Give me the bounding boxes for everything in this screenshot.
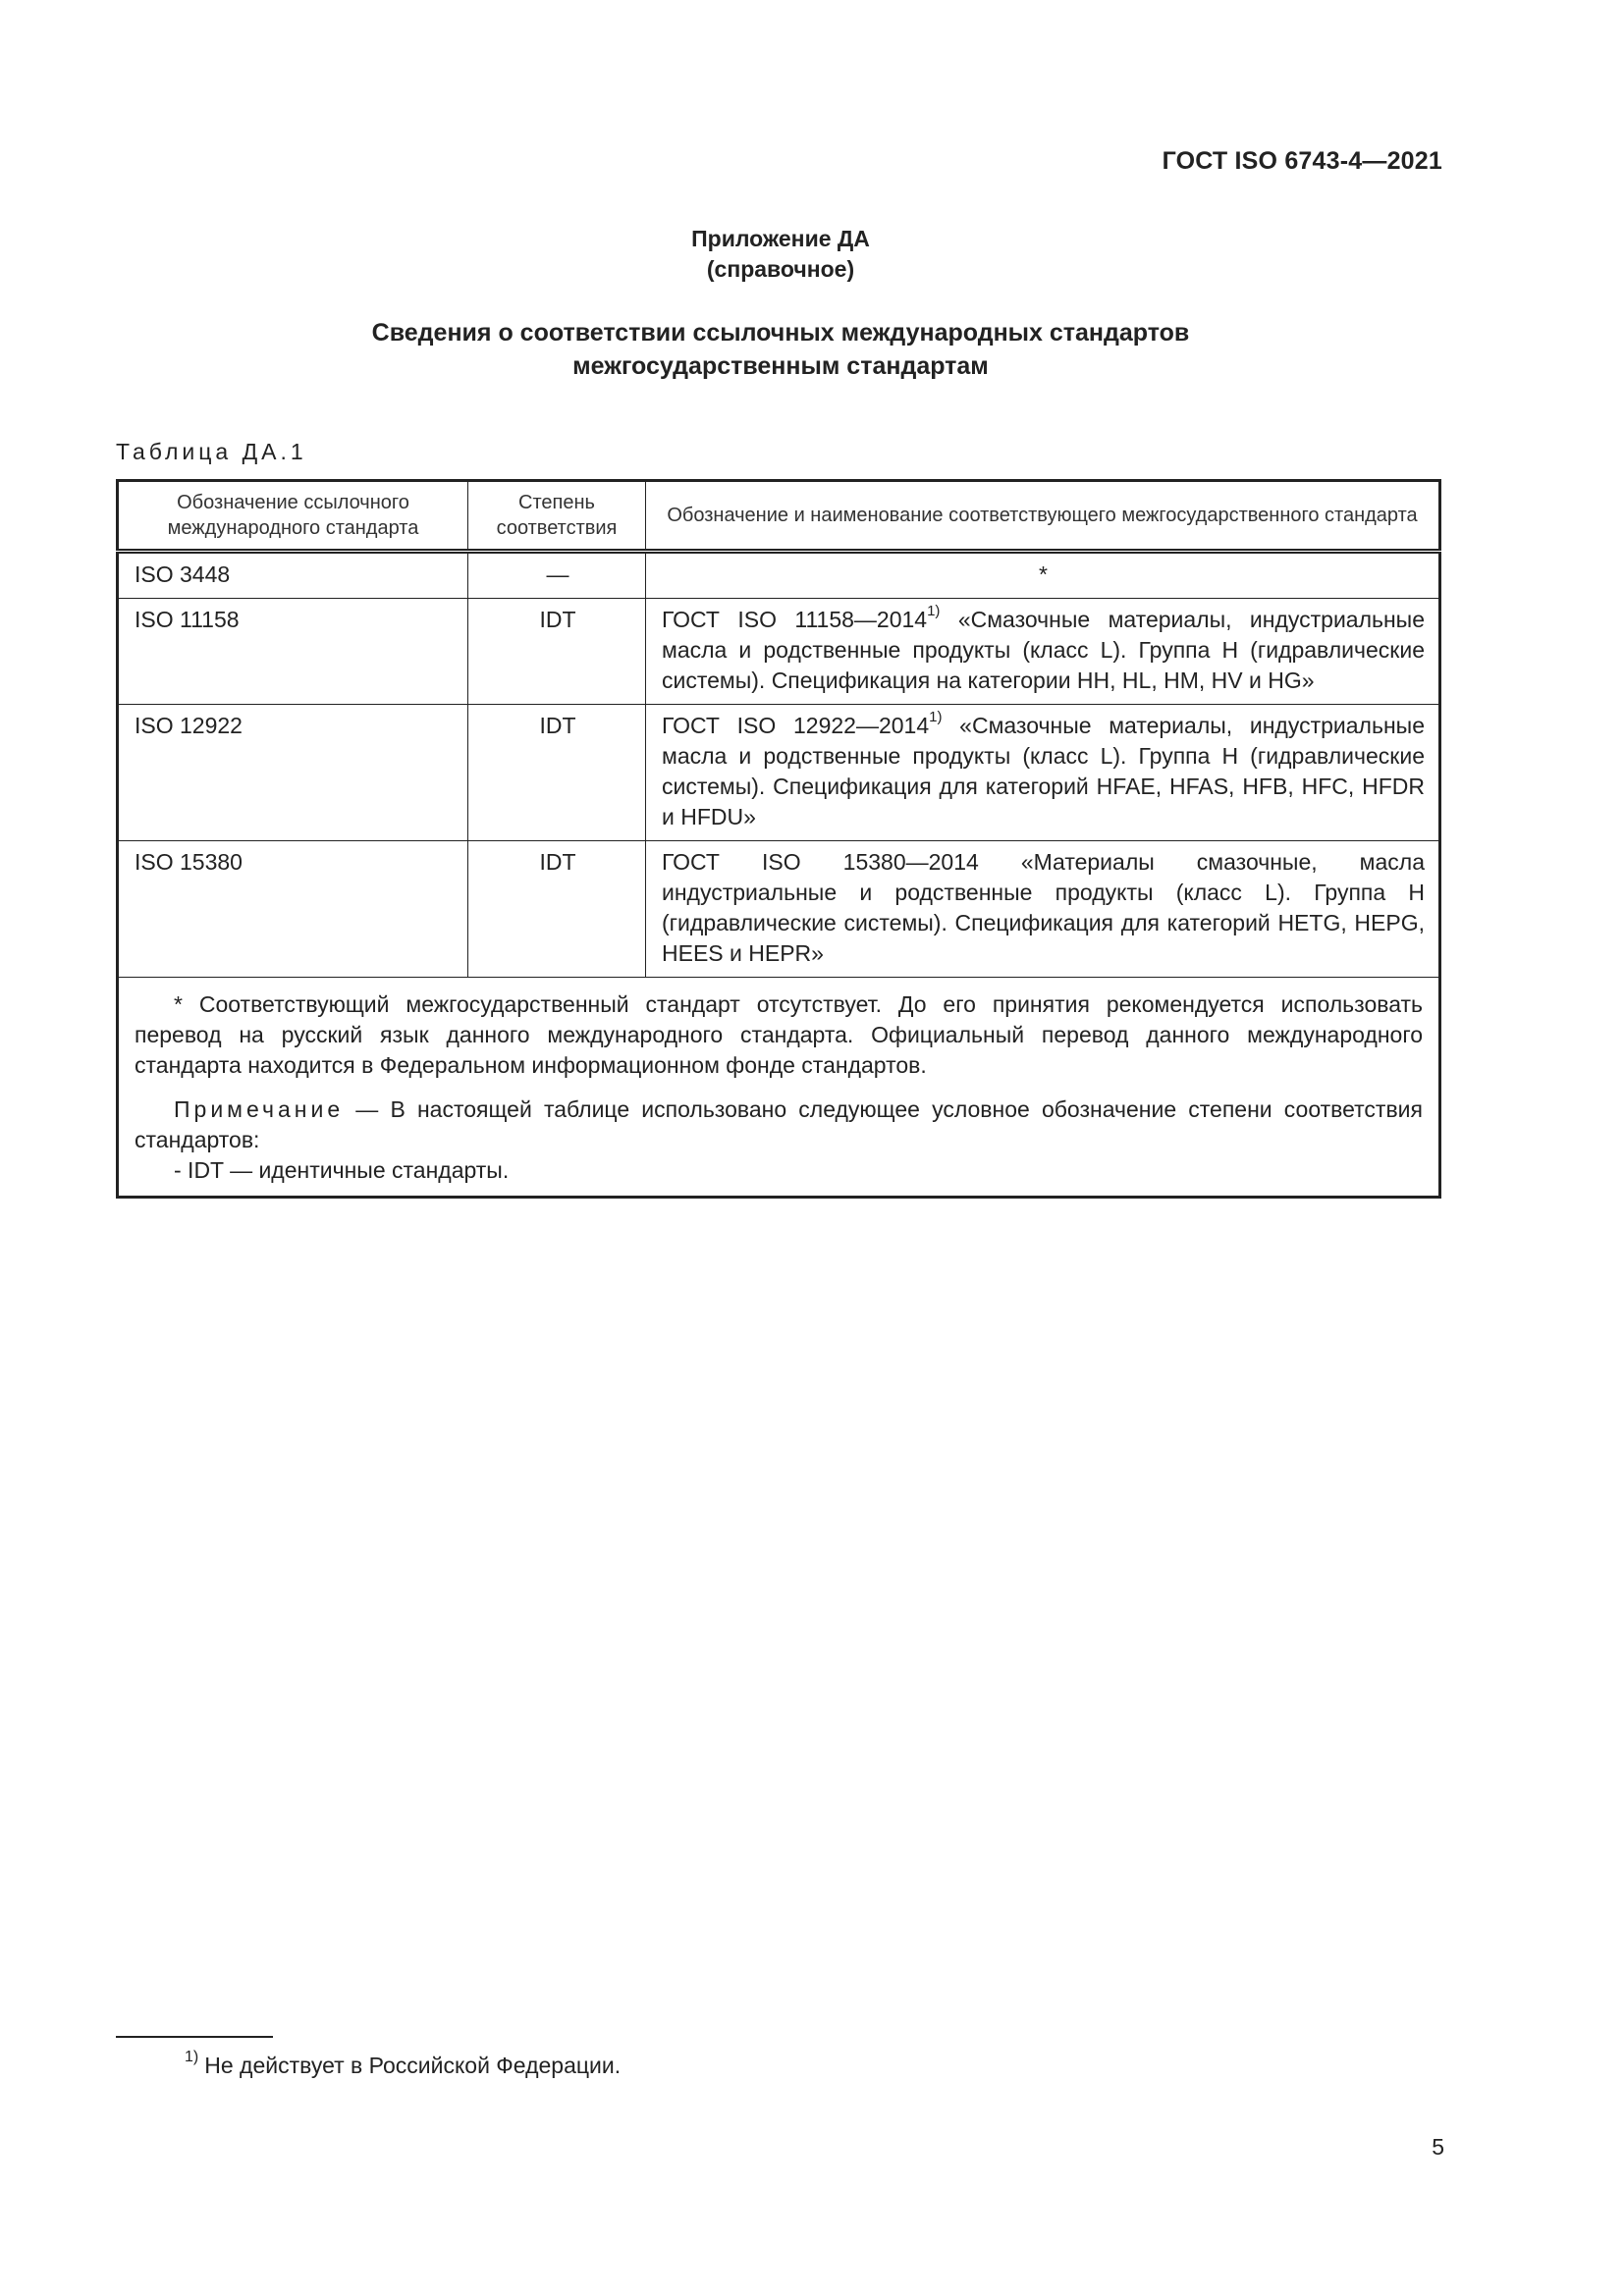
annex-type: (справочное) <box>706 256 855 282</box>
cell-standard: ISO 3448 <box>118 552 468 599</box>
table-row <box>118 841 1440 978</box>
cell-standard: ISO 11158 <box>118 599 468 705</box>
cell-national <box>646 599 1440 705</box>
section-title-line-1: Сведения о соответствии ссылочных международных стандартов <box>371 319 1190 347</box>
national-designation: ГОСТ ISO 11158—2014 <box>662 607 928 632</box>
footnote-ref: 1) <box>927 603 941 620</box>
table-notes <box>118 978 1440 1198</box>
national-title: «Смазочные материалы, индустриальные масла и родственные продукты (класс L). Группа H (гидравлические системы). Спецификация для категорий HFAE, HFAS, HFB, HFC, HFDR и HFDU» <box>662 713 1425 829</box>
table-row <box>118 705 1440 841</box>
annex-heading <box>0 224 1561 285</box>
national-designation: ГОСТ ISO 12922—2014 <box>662 713 930 738</box>
cell-national: * <box>646 552 1440 599</box>
national-title: «Смазочные материалы, индустриальные масла и родственные продукты (класс L). Группа H (гидравлические системы). Спецификация на категории HH, HL, HM, HV и HG» <box>662 607 1426 693</box>
footnote-divider <box>116 2036 273 2038</box>
table-notes-row <box>118 978 1440 1198</box>
table-row <box>118 552 1440 599</box>
table-footnote: * Соответствующий межгосударственный стандарт отсутствует. До его принятия рекомендуется использовать перевод на русский язык данного международного стандарта. Официальный перевод данного международного стандарта находится в Федеральном информационном фонде стандартов. <box>135 991 1423 1078</box>
header-international-standard: Обозначение ссылочного международного стандарта <box>118 481 468 552</box>
header-degree: Степень соответствия <box>468 481 646 552</box>
note-label: Примечание <box>174 1096 345 1122</box>
document-id: ГОСТ ISO 6743-4—2021 <box>1162 147 1442 175</box>
note-item: - IDT — идентичные стандарты. <box>174 1157 510 1183</box>
cell-degree: IDT <box>468 705 646 841</box>
footnote-mark: 1) <box>185 2049 199 2066</box>
cell-national: ГОСТ ISO 15380—2014 «Материалы смазочные, масла индустриальные и родственные продукты (класс L). Группа H (гидравлические системы). Спецификация для категорий HETG, HEPG, HEES и HEPR» <box>646 841 1440 978</box>
table-row <box>118 599 1440 705</box>
cell-degree: IDT <box>468 599 646 705</box>
annex-name: Приложение ДА <box>691 226 870 251</box>
table-header-row <box>118 481 1440 552</box>
footnote-ref: 1) <box>929 709 943 726</box>
cell-degree: — <box>468 552 646 599</box>
cell-national <box>646 705 1440 841</box>
footnote-text: Не действует в Российской Федерации. <box>204 2053 622 2078</box>
table-note <box>135 1095 1423 1155</box>
note-text: — В настоящей таблице использовано следующее условное обозначение степени соответствия стандартов: <box>135 1096 1423 1152</box>
header-national-standard: Обозначение и наименование соответствующего межгосударственного стандарта <box>646 481 1440 552</box>
cell-degree: IDT <box>468 841 646 978</box>
page-footnote <box>185 2049 622 2079</box>
cell-standard: ISO 12922 <box>118 705 468 841</box>
correspondence-table <box>116 479 1441 1199</box>
section-title-line-2: межгосударственным стандартам <box>572 352 989 380</box>
section-title <box>0 316 1561 383</box>
cell-standard: ISO 15380 <box>118 841 468 978</box>
table-label: Таблица ДА.1 <box>116 439 307 464</box>
page-number: 5 <box>1432 2134 1444 2160</box>
